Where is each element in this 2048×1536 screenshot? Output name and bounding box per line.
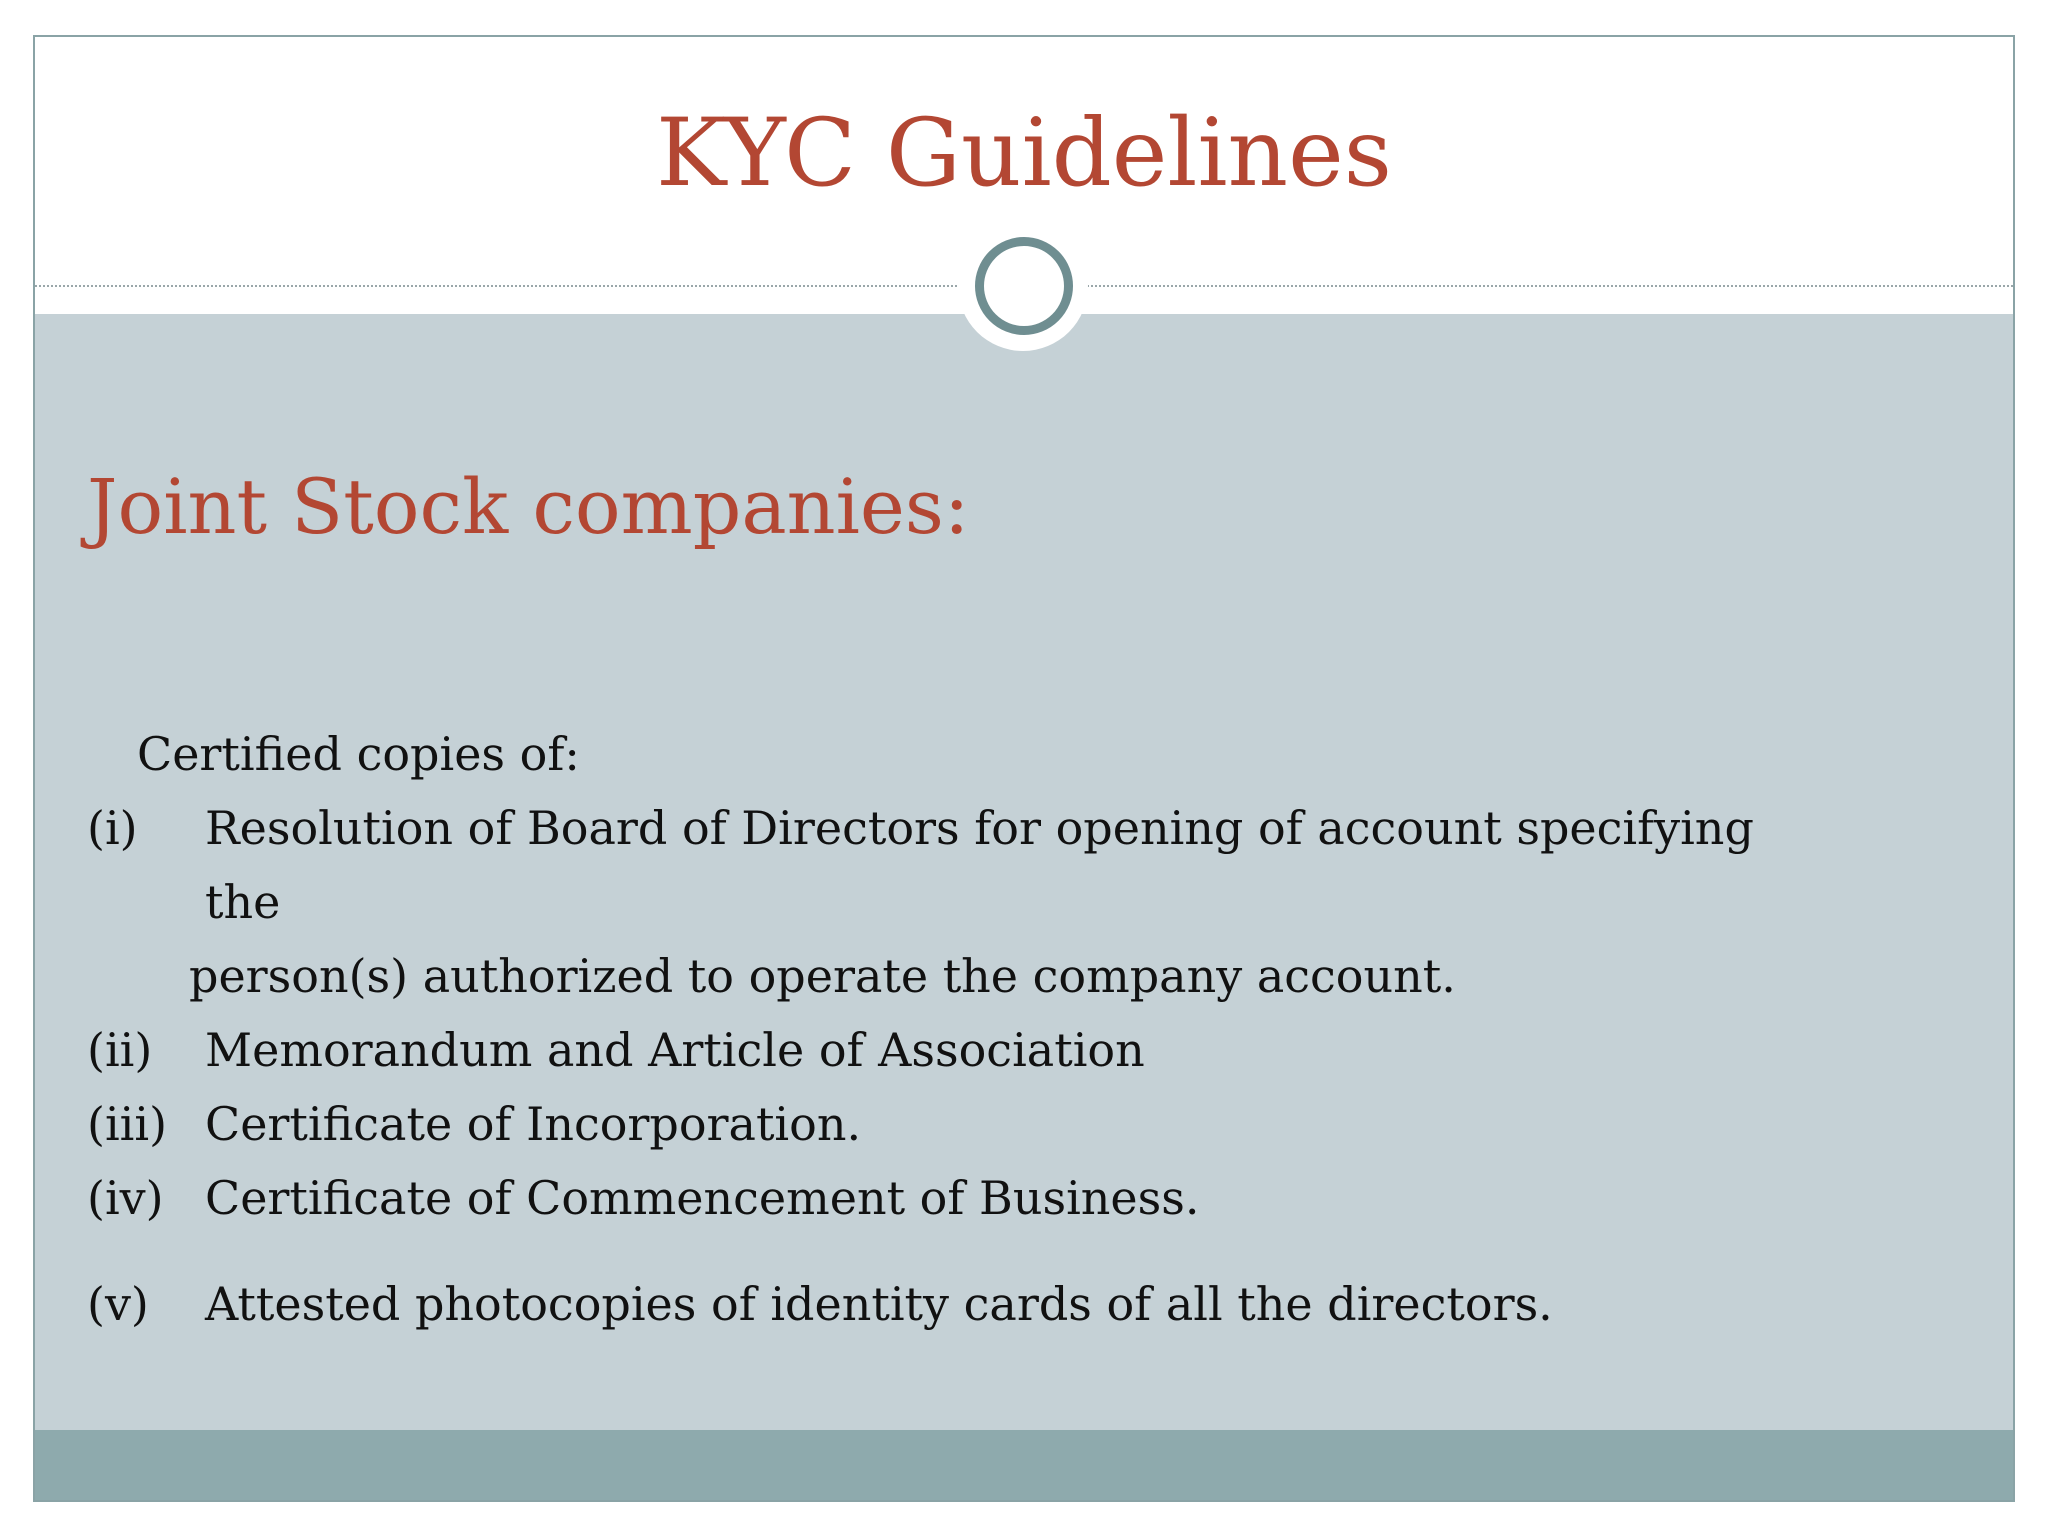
list-item-text: Certificate of Incorporation. — [205, 1097, 862, 1151]
body-text — [87, 717, 1967, 1341]
intro-line: Certified copies of: — [137, 727, 580, 781]
list-item-text: Attested photocopies of identity cards of all the directors. — [205, 1277, 1553, 1331]
list-item-text-line1: Resolution of Board of Directors for opening of account specifying the — [205, 801, 1754, 929]
section-heading: Joint Stock companies: — [87, 462, 970, 551]
slide — [33, 35, 2015, 1502]
slide-title: KYC Guidelines — [656, 99, 1392, 208]
list-item-text: Certificate of Commencement of Business. — [205, 1171, 1200, 1225]
list-item — [87, 1087, 1967, 1161]
list-item — [87, 1161, 1967, 1235]
list-item — [87, 791, 1967, 1013]
list-item-text: Memorandum and Article of Association — [205, 1023, 1145, 1077]
list-item — [87, 1013, 1967, 1087]
list-item-number: (i) — [87, 801, 138, 855]
list-item-number: (v) — [87, 1277, 149, 1331]
list-item-number: (ii) — [87, 1023, 153, 1077]
list-item-number: (iv) — [87, 1171, 164, 1225]
list-item-text-line2: person(s) authorized to operate the company account. — [189, 949, 1456, 1003]
list-item-number: (iii) — [87, 1097, 168, 1151]
ring-ornament-icon — [975, 237, 1073, 335]
footer-band — [35, 1430, 2013, 1500]
list-item — [87, 1267, 1967, 1341]
list-item-text — [189, 791, 1835, 1013]
